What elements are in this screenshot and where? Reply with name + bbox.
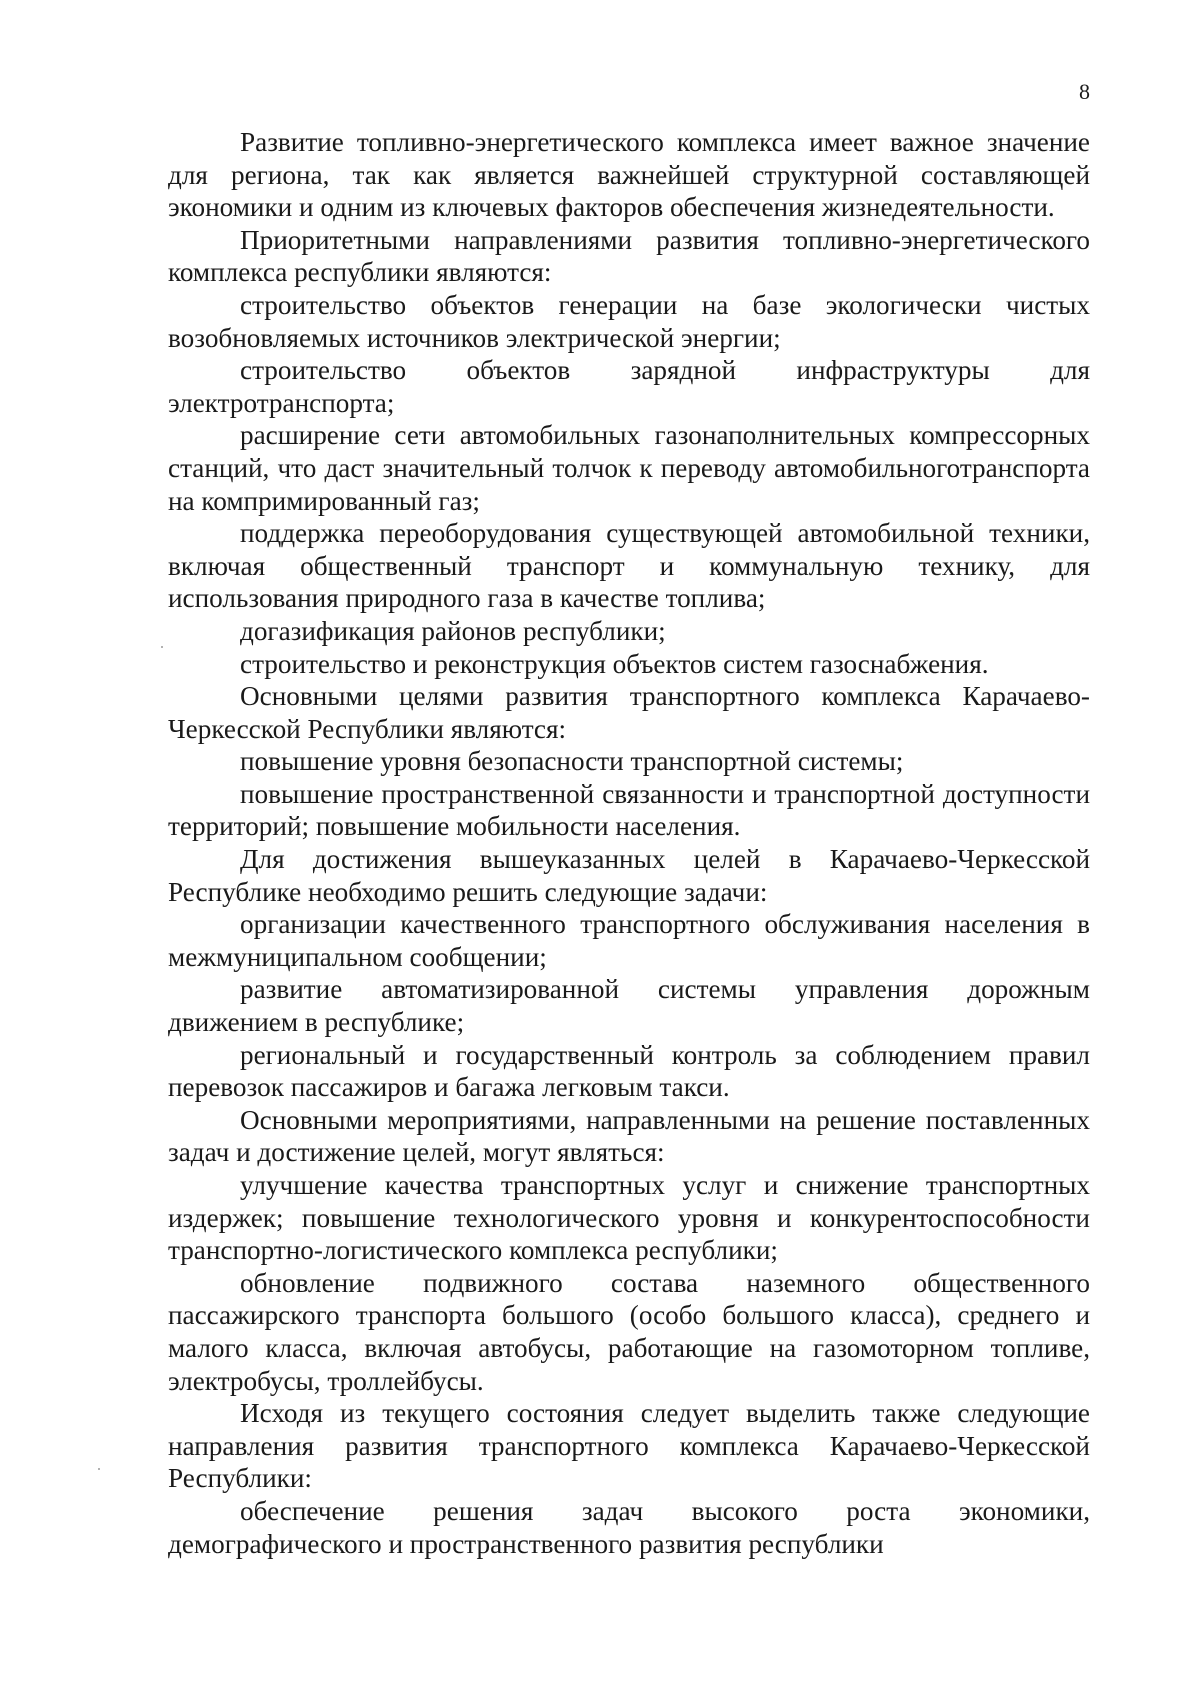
- scan-speck: [98, 1468, 100, 1470]
- list-item-gasification: догазификация районов республики;: [240, 615, 666, 646]
- paragraph-fuel-energy-priorities: Приоритетными направлениями развития топливно-энергетического комплекса республики являются:: [168, 224, 1090, 288]
- list-item-connectivity-mobility: повышение пространственной связанности и транспортной доступности территорий; повышение мобильности населения.: [168, 778, 1090, 842]
- paragraph-transport-goals: Основными целями развития транспортного комплекса Карачаево-Черкесской Республики являются:: [168, 681, 1090, 744]
- document-body: [168, 126, 1090, 1560]
- list-item-economic-growth: обеспечение решения задач высокого роста экономики, демографического и пространственного развития республики: [168, 1495, 1090, 1559]
- list-item-service-quality: улучшение качества транспортных услуг и снижение транспортных издержек; повышение технологического уровня и конкурентоспособности транспортно-логистического комплекса республики;: [168, 1170, 1090, 1266]
- list-item-vehicle-conversion: поддержка переоборудования существующей автомобильной техники, включая общественный транспорт и коммунальную технику, для использования природного газа в качестве топлива;: [168, 518, 1090, 614]
- paragraph-main-measures: Основными мероприятиями, направленными на решение поставленных задач и достижение целей, могут являться:: [168, 1104, 1090, 1168]
- list-item-gas-supply-construction: строительство и реконструкция объектов систем газоснабжения.: [240, 648, 989, 679]
- list-item-gas-filling-stations: расширение сети автомобильных газонаполнительных компрессорных станций, что даст значительный толчок к переводу автомобильноготранспорта на компримированный газ;: [168, 420, 1090, 516]
- paragraph-transport-tasks: Для достижения вышеуказанных целей в Карачаево-Черкесской Республике необходимо решить следующие задачи:: [168, 844, 1090, 907]
- list-item-transport-safety: повышение уровня безопасности транспортной системы;: [240, 746, 904, 777]
- list-item-taxi-control: региональный и государственный контроль за соблюдением правил перевозок пассажиров и багажа легковым такси.: [168, 1039, 1090, 1103]
- list-item-charging-infrastructure: строительство объектов зарядной инфраструктуры для электротранспорта;: [168, 355, 1090, 418]
- paragraph-development-directions: Исходя из текущего состояния следует выделить также следующие направления развития транспортного комплекса Карачаево-Черкесской Республики:: [168, 1398, 1090, 1494]
- page-number: 8: [1079, 79, 1090, 104]
- list-item-intermunicipal-service: организации качественного транспортного обслуживания населения в межмуниципальном сообщении;: [168, 909, 1090, 972]
- list-item-traffic-control-system: развитие автоматизированной системы управления дорожным движением в республике;: [168, 974, 1090, 1038]
- list-item-renewable-generation: строительство объектов генерации на базе экологически чистых возобновляемых источников электрической энергии;: [168, 289, 1090, 353]
- scan-speck: [161, 646, 163, 648]
- list-item-fleet-renewal: обновление подвижного состава наземного общественного пассажирского транспорта большого (особо большого класса), среднего и малого класса, включая автобусы, работающие на газомоторном топливе, электробусы, троллейбусы.: [168, 1267, 1090, 1396]
- paragraph-fuel-energy-importance: Развитие топливно-энергетического комплекса имеет важное значение для региона, так как является важнейшей структурной составляющей экономики и одним из ключевых факторов обеспечения жизнедеятельности.: [168, 127, 1090, 223]
